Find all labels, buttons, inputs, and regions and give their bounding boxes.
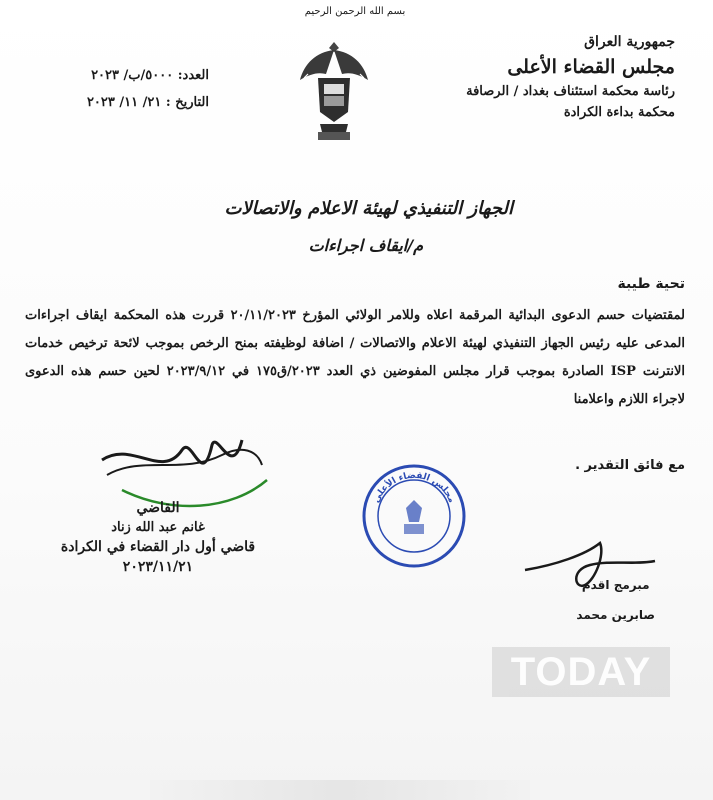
programmer-name: صابرين محمد bbox=[576, 608, 655, 622]
stamp-text: مجلس القضاء الأعلى bbox=[371, 470, 457, 505]
court-stamp-icon bbox=[360, 462, 468, 570]
judge-block bbox=[58, 500, 258, 575]
bottom-blur bbox=[150, 780, 530, 800]
eagle-emblem-icon bbox=[296, 34, 372, 142]
letter-body: لمقتضيات حسم الدعوى البدائية المرقمة اعلاه وللامر الولائي المؤرخ ٢٠/١١/٢٠٢٣ قررت هذه المحكمة ايقاف اجراءات المدعى عليه رئيس الجهاز التنفيذي لهيئة الاعلام والاتصالات / اضافة لوظيفته بمنح الرخص بموجب لائحة ترخيص خدمات الانترنت ISP الصادرة بموجب قرار مجلس المفوضين ذي العدد ٢٠٢٣/ق١٧٥ في ٢٠٢٣/٩/١٢ لحين حسم هذه الدعوى لاجراء اللازم واعلامنا bbox=[25, 308, 685, 407]
programmer-role: مبرمج اقدم bbox=[581, 578, 650, 592]
watermark-text: TODAY bbox=[510, 650, 652, 694]
subject: م/ايقاف اجراءات bbox=[308, 236, 423, 255]
court-name: محكمة بداءة الكرادة bbox=[563, 105, 675, 120]
judge-title: القاضي bbox=[136, 500, 180, 516]
addressee: الجهاز التنفيذي لهيئة الاعلام والاتصالات bbox=[224, 198, 513, 219]
reference-number: العدد: ٥٠٠٠/ب/ ٢٠٢٣ bbox=[91, 68, 209, 83]
greeting: تحية طيبة bbox=[617, 276, 685, 292]
programmer-block bbox=[576, 578, 655, 638]
today-watermark bbox=[492, 647, 670, 697]
reference-date: التاريخ : ٢١/ ١١/ ٢٠٢٣ bbox=[86, 95, 209, 110]
council-name: مجلس القضاء الأعلى bbox=[507, 56, 675, 78]
basmala: بسم الله الرحمن الرحيم bbox=[304, 6, 406, 17]
country-name: جمهورية العراق bbox=[584, 34, 675, 50]
judge-position: قاضي أول دار القضاء في الكرادة bbox=[60, 539, 256, 555]
presidency-name: رئاسة محكمة استئناف بغداد / الرصافة bbox=[466, 84, 675, 99]
judge-name: غانم عبد الله زناد bbox=[111, 520, 205, 535]
header-right bbox=[466, 34, 675, 120]
judge-date: ٢٠٢٣/١١/٢١ bbox=[122, 559, 194, 575]
closing: مع فائق التقدير . bbox=[575, 458, 685, 473]
header-left bbox=[44, 68, 209, 122]
